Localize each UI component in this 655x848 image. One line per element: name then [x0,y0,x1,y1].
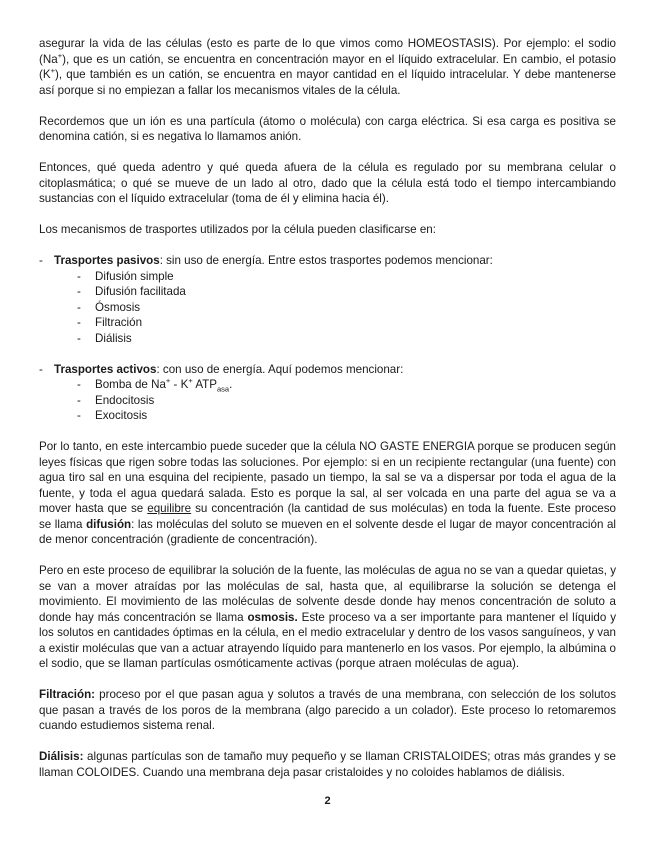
list-item: - Bomba de Na+ - K+ $ATP_{asa}$. [77,376,233,394]
active-transport-heading: - Trasportes activos: con uso de energía. Aquí podemos mencionar: [39,362,404,376]
paragraph-homeostasis: asegurar la vida de las células (esto es parte de lo que vimos como HOMEOSTASIS). Por ejemplo: el sodio (Na+), que es un catión, se encuentra en concentración mayor en el líquido extracelular. En cambio, el potasio (K+), que también es un catión, se encuentra en mayor cantidad en el líquido intracelular. Y debe mantenerse así porque si no empiezan a fallar los mecanismos vitales de la célula. [39,37,616,97]
list-item: - Ósmosis [77,300,141,314]
list-item: - Diálisis [77,331,132,345]
page-number: 2 [324,795,331,807]
bold-term: Diálisis: [39,750,84,763]
paragraph-transport-intro: Los mecanismos de trasportes utilizados por la célula pueden clasificarse en: [39,223,436,236]
paragraph-filtration: Filtración: proceso por el que pasan agua y solutos a través de una membrana, con selección de los solutos que pasan a través de los poros de la membrana (algo parecido a un colador). Este proceso lo retomaremos cuando estudiemos sistema renal. [39,688,616,732]
passive-transport-section [39,253,616,346]
list-item: - Exocitosis [77,409,148,422]
active-transport-section [39,362,616,424]
sodium-potassium-pump: Bomba de Na+ - K+ $ATP_{asa}$. [95,376,233,394]
bold-term: Filtración: [39,688,96,701]
bold-term: difusión [86,517,132,531]
paragraph-diffusion: Por lo tanto, en este intercambio puede suceder que la célula NO GASTE ENERGIA porque se producen según leyes físicas que rigen sobre todas las soluciones. Por ejemplo: si en un recipiente rectangular (una fuente) con agua tiro sal en una esquina del recipiente, pasado un tiempo, la sal se va a dispersar por toda el agua de la fuente, y toda el agua quedará salada. Esto es porque la sal, al ser volcada en una parte del agua se va a mover hasta que se equilibre su concentración (la cantidad de sus moléculas) en toda la fuente. Este proceso se llama difusión: las moléculas del soluto se mueven en el solvente desde el lugar de mayor concentración al de menor concentración (gradiente de concentración). [39,440,616,546]
active-transport-title: Trasportes activos [54,362,157,376]
passive-transport-list [39,269,616,347]
paragraph-osmosis: Pero en este proceso de equilibrar la solución de la fuente, las moléculas de agua no se van a quedar quietas, y se van a mover atraídas por las moléculas de sal, hasta que, al equilibrarse la solución se detenga el movimiento. El movimiento de las moléculas de solvente desde donde hay menos concentración de soluto a donde hay más concentración se llama osmosis. Este proceso va a ser importante para mantener el líquido y los solutos en cantidades óptimas en la célula, en el medio extracelular y dentro de los vasos sanguíneos, y van a existir moléculas que van a actuar atrayendo líquido para mantenerlo en los vasos. Por ejemplo, la albúmina o el sodio, que se llaman partículas osmóticamente activas (porque atraen moléculas de agua). [39,564,616,670]
bullet-dash: - [39,254,43,267]
active-transport-list [39,377,616,424]
passive-transport-heading: - Trasportes pasivos: sin uso de energía. Entre estos trasportes podemos mencionar: [39,254,493,267]
list-item: - Endocitosis [77,393,155,407]
list-item: - Difusión simple [77,269,174,283]
paragraph-dialysis: Diálisis: algunas partículas son de tamaño muy pequeño y se llaman CRISTALOIDES; otras más grandes y se llaman COLOIDES. Cuando una membrana deja pasar cristaloides y no coloides hablamos de diálisis. [39,750,616,779]
paragraph-ion-definition: Recordemos que un ión es una partícula (átomo o molécula) con carga eléctrica. Si esa carga es positiva se denomina catión, si es negativa lo llamamos anión. [39,114,616,143]
passive-transport-title: Trasportes pasivos [54,254,160,267]
bold-term: osmosis. [247,610,298,624]
underlined-term: equilibre [147,502,192,515]
list-item: - Difusión facilitada [77,285,186,298]
bullet-dash: - [39,362,43,376]
document-body [39,36,616,796]
paragraph-membrane: Entonces, qué queda adentro y qué queda afuera de la célula es regulado por su membrana celular o citoplasmática; o qué se mueve de un lado al otro, dado que la célula está todo el tiempo intercambiando sustancias con el líquido extracelular (toma de él y elimina hacia él). [39,161,616,205]
list-item: - Filtración [77,316,143,329]
